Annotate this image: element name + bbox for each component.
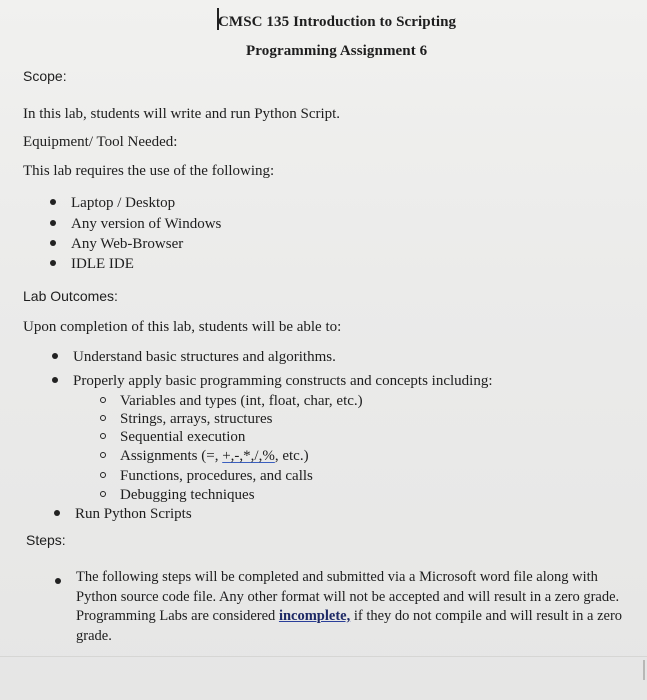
scrollbar-edge <box>643 660 645 680</box>
document-title: CMSC 135 Introduction to Scripting <box>218 14 457 30</box>
circle-bullet-icon <box>100 452 106 458</box>
outcome-subitem: Variables and types (int, float, char, etc.) <box>100 393 363 410</box>
outcome-subitem: Strings, arrays, structures <box>100 411 272 428</box>
scope-heading: Scope: <box>23 68 67 84</box>
outcomes-intro: Upon completion of this lab, students will be able to: <box>23 319 342 335</box>
circle-bullet-icon <box>100 433 106 439</box>
bullet-icon <box>52 377 58 383</box>
equipment-item: Laptop / Desktop <box>50 195 175 212</box>
outcomes-heading: Lab Outcomes: <box>23 288 118 304</box>
steps-bullet <box>55 574 76 591</box>
outcome-item: Properly apply basic programming constructs and concepts including: <box>52 373 493 390</box>
equipment-item: IDLE IDE <box>50 256 134 273</box>
page-divider <box>0 656 647 657</box>
outcome-item: Run Python Scripts <box>54 506 192 523</box>
equipment-item: Any Web-Browser <box>50 236 183 253</box>
outcome-subitem: Debugging techniques <box>100 487 255 504</box>
circle-bullet-icon <box>100 415 106 421</box>
scope-text: In this lab, students will write and run Python Script. <box>23 106 341 122</box>
steps-heading: Steps: <box>26 532 66 548</box>
document-subtitle: Programming Assignment 6 <box>246 43 428 59</box>
bullet-icon <box>52 353 58 359</box>
circle-bullet-icon <box>100 491 106 497</box>
outcome-item: Understand basic structures and algorithms. <box>52 349 336 366</box>
outcome-subitem: Sequential execution <box>100 429 245 446</box>
outcome-subitem: Assignments (=, +,-,*,/,%, etc.) <box>100 448 309 465</box>
outcome-subitem: Functions, procedures, and calls <box>100 468 313 485</box>
emphasis-incomplete: incomplete, <box>278 608 351 624</box>
equipment-item: Any version of Windows <box>50 216 221 233</box>
bullet-icon <box>50 199 56 205</box>
bullet-icon <box>50 260 56 266</box>
steps-paragraph: The following steps will be completed and submitted via a Microsoft word file along with Python source code file. Any other format will not be accepted and will result in a zero grade. Programming Labs are considered incomplete, if they do not compile and will result in a zero grade. <box>76 569 623 644</box>
bullet-icon <box>50 220 56 226</box>
equipment-heading: Equipment/ Tool Needed: <box>23 134 178 150</box>
bullet-icon <box>50 240 56 246</box>
circle-bullet-icon <box>100 397 106 403</box>
bullet-icon <box>54 510 60 516</box>
bullet-icon <box>55 578 61 584</box>
circle-bullet-icon <box>100 472 106 478</box>
equipment-intro: This lab requires the use of the following: <box>23 163 275 179</box>
